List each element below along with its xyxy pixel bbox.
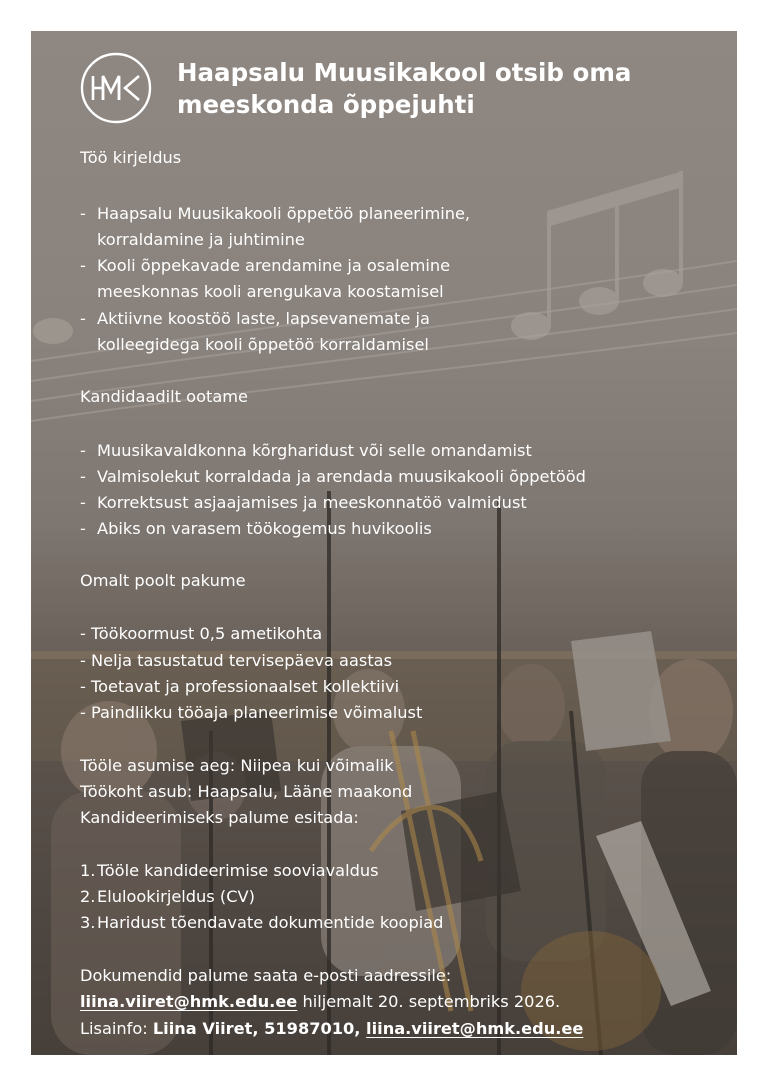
list-item-continuation: korraldamine ja juhtimine (97, 230, 305, 249)
list-item: 1.Tööle kandideerimise sooviavaldus (80, 861, 379, 880)
info-person: Liina Viiret, 51987010, (152, 1019, 367, 1038)
list-item: - Haapsalu Muusikakooli õppetöö planeerimine, (80, 204, 471, 223)
list-item: - Aktiivne koostöö laste, lapsevanemate ja (80, 309, 430, 328)
email-link[interactable]: liina.viiret@hmk.edu.ee (80, 992, 298, 1011)
list-item: - Kooli õppekavade arendamine ja osalemine (80, 256, 451, 275)
hmk-logo-icon (79, 51, 153, 125)
list-item-continuation: meeskonnas kooli arengukava koostamisel (97, 282, 444, 301)
list-item: - Valmisolekut korraldada ja arendada muusikakooli õppetööd (80, 467, 586, 486)
poster-content (31, 31, 737, 1055)
list-item: - Paindlikku tööaja planeerimise võimalust (80, 703, 423, 722)
section-heading-requirements: Kandidaadilt ootame (80, 387, 248, 406)
info-email-link[interactable]: liina.viiret@hmk.edu.ee (366, 1019, 584, 1038)
section-heading-offer: Omalt poolt pakume (80, 571, 246, 590)
list-item: - Toetavat ja professionaalset kollektiivi (80, 677, 400, 696)
list-item: - Töökoormust 0,5 ametikohta (80, 624, 323, 643)
list-item: - Muusikavaldkonna kõrgharidust või selle omandamist (80, 441, 532, 460)
page-title (177, 57, 717, 121)
section-heading-job-description: Töö kirjeldus (80, 148, 182, 167)
contact-info-line (80, 1018, 583, 1040)
submit-heading: Kandideerimiseks palume esitada: (80, 808, 359, 827)
list-item: 3.Haridust tõendavate dokumentide koopiad (80, 913, 444, 932)
list-item: - Korrektsust asjaajamises ja meeskonnatöö valmidust (80, 493, 527, 512)
list-item: - Abiks on varasem töökogemus huvikoolis (80, 519, 432, 538)
start-date-text: Tööle asumise aeg: Niipea kui võimalik (80, 756, 394, 775)
info-label: Lisainfo: (80, 1019, 153, 1038)
contact-deadline-line (80, 991, 560, 1013)
list-item-continuation: kolleegidega kooli õppetöö korraldamisel (97, 335, 429, 354)
job-poster (31, 31, 737, 1055)
location-text: Töökoht asub: Haapsalu, Lääne maakond (80, 782, 413, 801)
title-line-2: meeskonda õppejuhti (177, 90, 475, 119)
contact-intro: Dokumendid palume saata e-posti aadressile: (80, 966, 452, 985)
list-item: - Nelja tasustatud tervisepäeva aastas (80, 651, 393, 670)
deadline-text: hiljemalt 20. septembriks 2026. (297, 992, 561, 1011)
title-line-1: Haapsalu Muusikakool otsib oma (177, 58, 632, 87)
list-item: 2.Elulookirjeldus (CV) (80, 887, 255, 906)
